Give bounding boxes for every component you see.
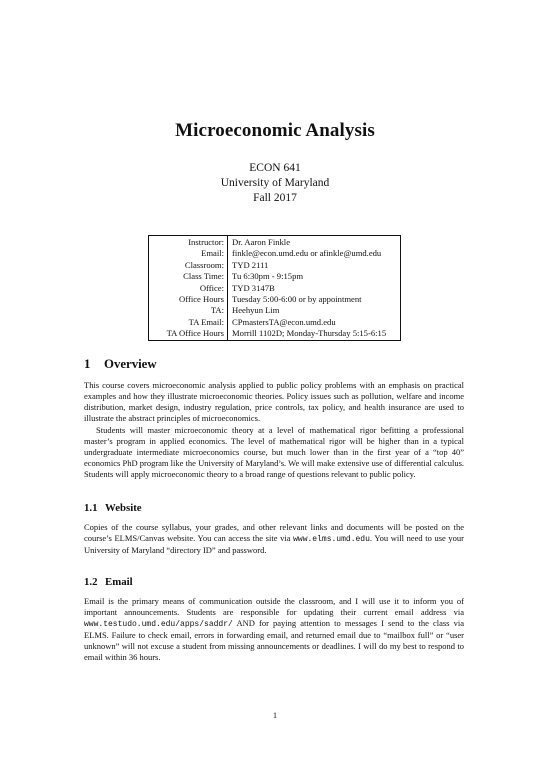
info-value: TYD 2111 (232, 259, 269, 270)
info-label: Office Hours (149, 294, 228, 305)
course-info-table (148, 235, 401, 341)
info-row (149, 328, 401, 340)
term: Fall 2017 (253, 192, 297, 204)
university-name: University of Maryland (220, 177, 330, 189)
info-label: TA: (149, 305, 228, 316)
info-value: Tuesday 5:00-6:00 or by appointment (232, 294, 362, 305)
elms-link[interactable]: www.elms.umd.edu (293, 535, 370, 544)
document-title: Microeconomic Analysis (175, 120, 375, 141)
email-paragraph: Email is the primary means of communication outside the classroom, and I will use it to inform you of important announcements. Students are responsible for updating their current email address via www.testudo.umd.edu/apps/saddr/ AND for paying attention to messages I send to the class via ELMS. Failure to check email, errors in forwarding email, and returned email due to “mailbox full” or “user unknown” will not excuse a student from missing announcements or deadlines. I will do my best to respond to email within 36 hours. (84, 596, 464, 662)
section-heading-overview: 1 Overview (84, 357, 157, 371)
info-label: Office: (149, 283, 228, 294)
course-number: ECON 641 (249, 162, 301, 174)
section-heading-website: 1.1 Website (84, 502, 142, 514)
testudo-link[interactable]: www.testudo.umd.edu/apps/saddr/ (84, 620, 233, 629)
info-row (149, 248, 401, 259)
website-paragraph: Copies of the course syllabus, your grades, and other relevant links and documents will be posted on the course’s ELMS/Canvas website. You can access the site via www.elms.umd.edu. You will need to use your University of Maryland “directory ID” and password. (84, 522, 464, 555)
info-value: CPmastersTA@econ.umd.edu (232, 316, 336, 327)
info-value: Morrill 1102D; Monday-Thursday 5:15-6:15 (232, 328, 387, 339)
overview-paragraph-2: Students will master microeconomic theory at a level of mathematical rigor befitting a professional master’s program in applied economics. The level of mathematical rigor will be higher than in a typical undergraduate intermediate microeconomics course, but much lower than in the first year of a “top 40” economics PhD program like the University of Maryland’s. We will make extensive use of differential calculus. Students will apply microeconomic theory to a broad range of questions relevant to public policy. (84, 425, 464, 479)
info-row (149, 294, 401, 305)
info-label: TA Email: (149, 317, 228, 328)
info-row (149, 236, 401, 249)
info-value: Tu 6:30pm - 9:15pm (232, 271, 304, 282)
info-value: Dr. Aaron Finkle (232, 237, 291, 247)
info-label: Email: (149, 248, 228, 259)
overview-paragraph-1: This course covers microeconomic analysis applied to public policy problems with an emphasis on practical examples and how they illustrate microeconomic theories. Policy issues such as pollution, welfare and income distribution, market design, industry regulation, price controls, tax policy, and health insurance are used to illustrate the abstract principles of microeconomics. (84, 380, 464, 423)
page-number: 1 (272, 710, 278, 720)
info-value: finkle@econ.umd.edu or afinkle@umd.edu (232, 248, 382, 259)
info-value: Heehyun Lim (232, 305, 280, 316)
section-heading-email: 1.2 Email (84, 576, 133, 588)
info-label: Instructor: (149, 236, 228, 249)
info-row (149, 317, 401, 328)
info-row (149, 260, 401, 271)
info-row (149, 271, 401, 282)
info-row (149, 305, 401, 316)
info-row (149, 283, 401, 294)
info-label: Classroom: (149, 260, 228, 271)
info-label: TA Office Hours (149, 328, 228, 340)
info-value: TYD 3147B (232, 282, 275, 293)
info-label: Class Time: (149, 271, 228, 282)
